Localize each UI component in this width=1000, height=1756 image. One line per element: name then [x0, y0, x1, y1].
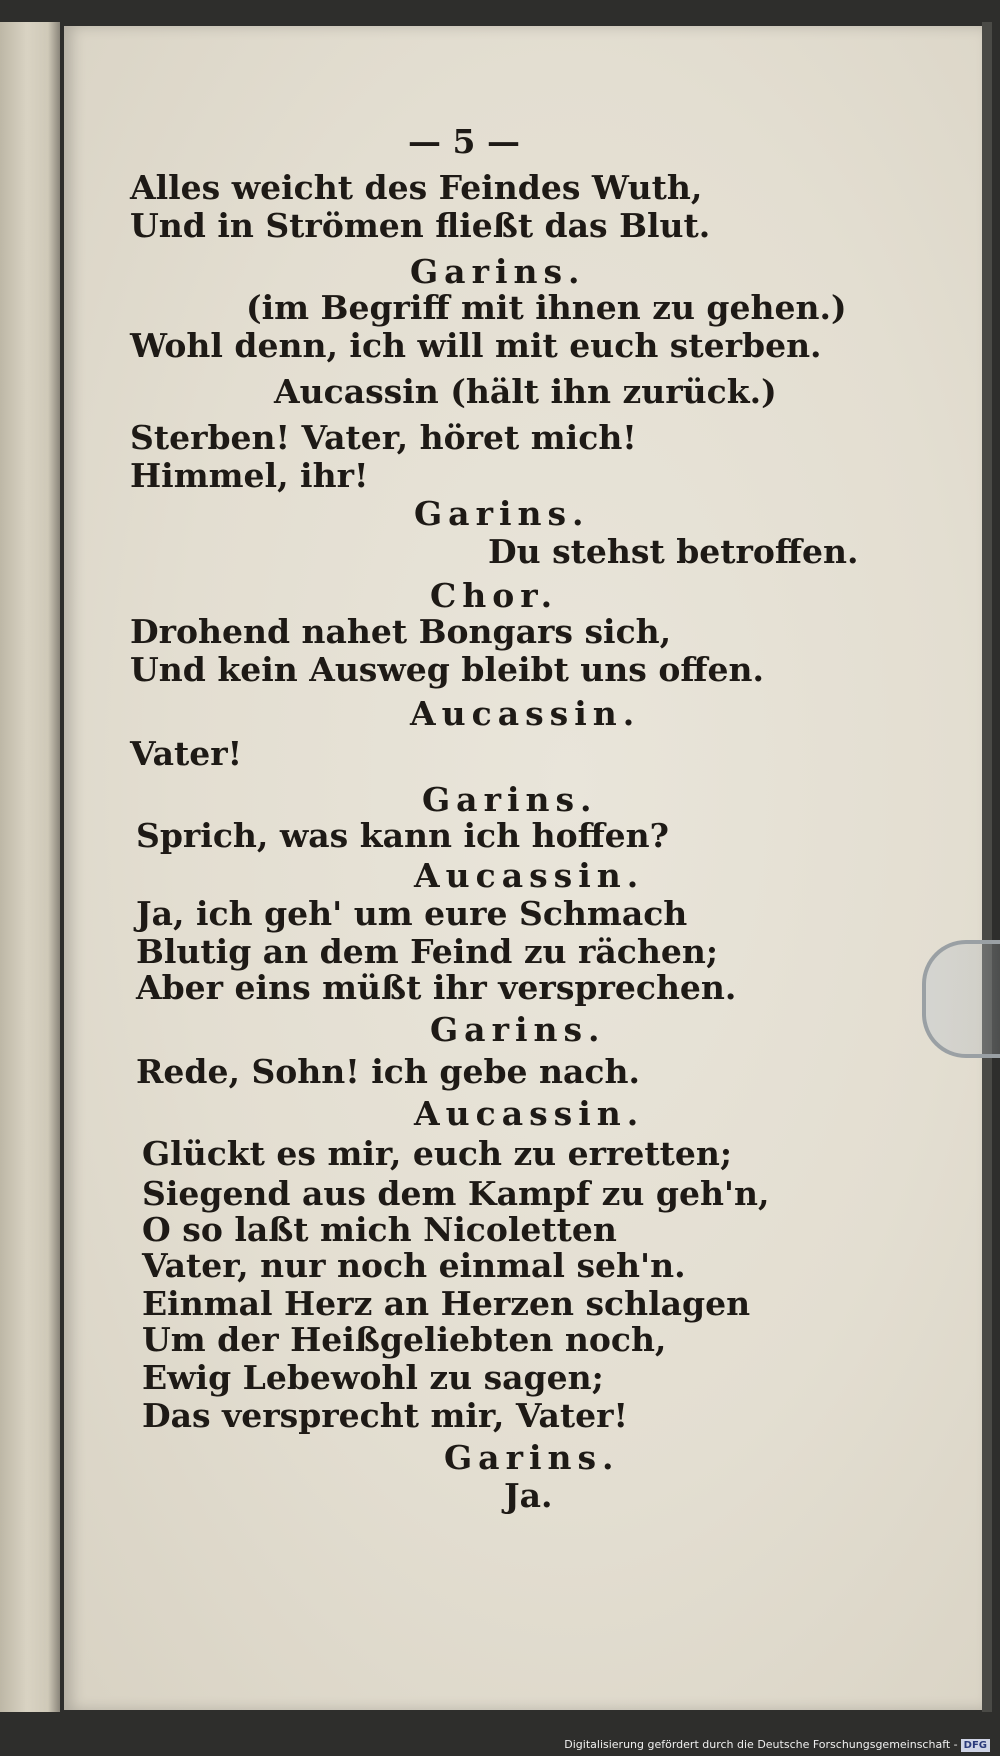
verse-line: Blutig an dem Feind zu rächen;	[136, 932, 719, 971]
speaker-name: Chor.	[430, 576, 559, 615]
verse-line: Wohl denn, ich will mit euch sterben.	[130, 326, 822, 365]
verse-line: Ja.	[504, 1476, 553, 1515]
speaker-name: Aucassin.	[414, 856, 645, 895]
verse-line: Sprich, was kann ich hoffen?	[136, 816, 669, 855]
credit-text: Digitalisierung gefördert durch die Deutsche Forschungsgemeinschaft -	[564, 1738, 958, 1751]
verse-line: Um der Heißgeliebten noch,	[142, 1320, 667, 1359]
right-page-edge	[982, 22, 992, 1712]
speaker-name: Garins.	[444, 1438, 620, 1477]
speaker-name: Aucassin.	[410, 694, 641, 733]
verse-line: Himmel, ihr!	[130, 456, 369, 495]
verse-line: Ja, ich geh' um eure Schmach	[136, 894, 688, 933]
left-page-edge	[0, 22, 60, 1712]
verse-line: Vater!	[130, 734, 243, 773]
speaker-name: Aucassin.	[414, 1094, 645, 1133]
verse-line: Rede, Sohn! ich gebe nach.	[136, 1052, 640, 1091]
verse-line: Einmal Herz an Herzen schlagen	[142, 1284, 751, 1323]
verse-line: Sterben! Vater, höret mich!	[130, 418, 637, 457]
page-clip	[922, 940, 1000, 1058]
verse-line: Siegend aus dem Kampf zu geh'n,	[142, 1174, 770, 1213]
verse-line: Und in Strömen fließt das Blut.	[130, 206, 711, 245]
speaker-name: Garins.	[422, 780, 598, 819]
verse-line: Glückt es mir, euch zu erretten;	[142, 1134, 733, 1173]
verse-line: Vater, nur noch einmal seh'n.	[142, 1246, 686, 1285]
digitization-credit	[564, 1738, 990, 1752]
verse-line: O so laßt mich Nicoletten	[142, 1210, 617, 1249]
verse-line: Und kein Ausweg bleibt uns offen.	[130, 650, 764, 689]
verse-line: Das versprecht mir, Vater!	[142, 1396, 628, 1435]
speaker-name: Garins.	[410, 252, 586, 291]
speaker-name: Garins.	[430, 1010, 606, 1049]
verse-line: Du stehst betroffen.	[488, 532, 859, 571]
verse-line: Aber eins müßt ihr versprechen.	[136, 968, 737, 1007]
stage-direction: (im Begriff mit ihnen zu gehen.)	[246, 288, 847, 327]
speaker-name: Garins.	[414, 494, 590, 533]
verse-line: Ewig Lebewohl zu sagen;	[142, 1358, 604, 1397]
page-number: — 5 —	[408, 122, 520, 161]
speaker-name: Aucassin (hält ihn zurück.)	[274, 372, 777, 411]
verse-line: Drohend nahet Bongars sich,	[130, 612, 672, 651]
dfg-logo: DFG	[961, 1739, 990, 1752]
verse-line: Alles weicht des Feindes Wuth,	[130, 168, 703, 207]
